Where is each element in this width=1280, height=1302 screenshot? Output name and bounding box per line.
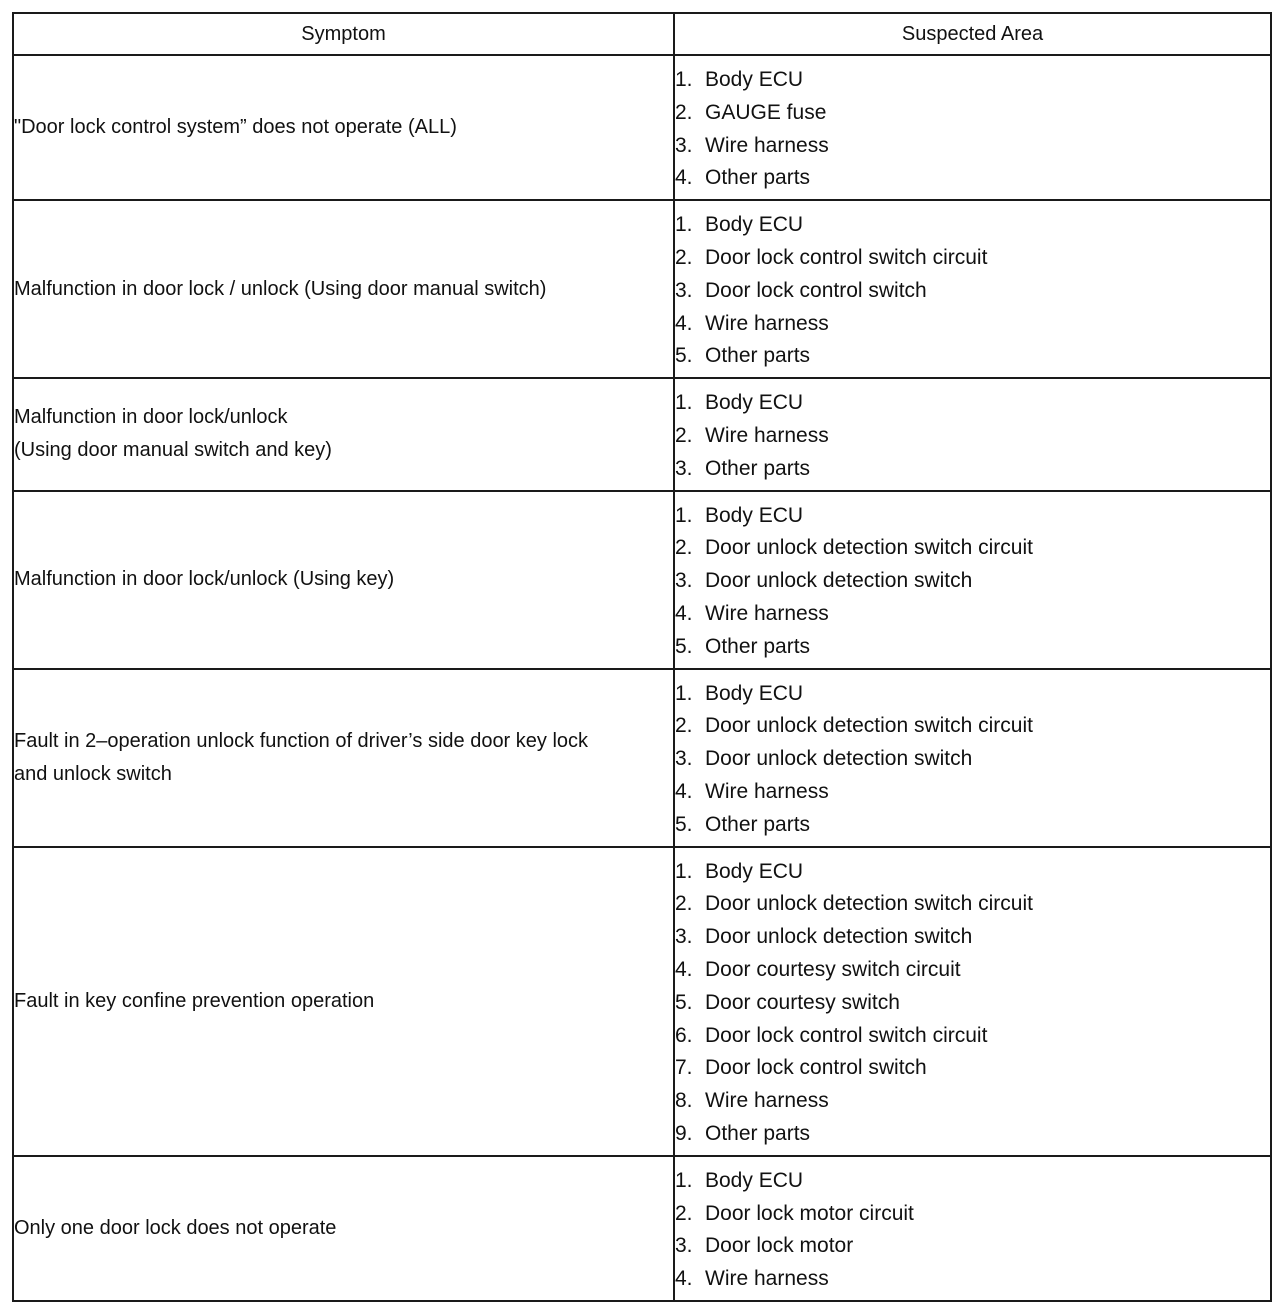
item-label: Door lock control switch	[705, 1056, 927, 1080]
suspected-area-item	[675, 921, 1270, 954]
table-row	[13, 55, 1271, 200]
suspected-area-item	[675, 130, 1270, 163]
suspected-area-item	[675, 1165, 1270, 1198]
item-label: Door unlock detection switch circuit	[705, 714, 1033, 738]
item-label: Door unlock detection switch	[705, 747, 973, 771]
suspected-area-item	[675, 1052, 1270, 1085]
item-number: 2.	[675, 423, 693, 447]
item-number: 5.	[675, 812, 693, 836]
suspected-area-item	[675, 64, 1270, 97]
suspected-area-item	[675, 954, 1270, 987]
symptom-column-header: Symptom	[13, 13, 674, 55]
suspected-area-item	[675, 631, 1270, 664]
item-label: Wire harness	[705, 423, 829, 447]
item-number: 3.	[675, 133, 693, 157]
item-label: Body ECU	[705, 859, 804, 883]
table-row	[13, 378, 1271, 490]
item-number: 1.	[675, 859, 693, 883]
symptom-text: "Door lock control system” does not operate (ALL)	[14, 116, 457, 139]
item-label: Wire harness	[705, 133, 829, 157]
symptom-cell	[13, 669, 674, 847]
suspected-area-item	[675, 242, 1270, 275]
symptom-cell	[13, 1156, 674, 1301]
item-number: 3.	[675, 278, 693, 302]
item-label: Door unlock detection switch	[705, 925, 973, 949]
table-body	[13, 55, 1271, 1301]
item-number: 2.	[675, 536, 693, 560]
item-label: Door unlock detection switch circuit	[705, 536, 1033, 560]
symptom-cell	[13, 378, 674, 490]
item-number: 9.	[675, 1121, 693, 1145]
suspected-area-cell	[674, 55, 1271, 200]
suspected-area-item	[675, 888, 1270, 921]
item-label: Body ECU	[705, 68, 804, 91]
item-label: Door lock control switch circuit	[705, 245, 988, 269]
item-number: 4.	[675, 601, 693, 625]
item-number: 7.	[675, 1056, 693, 1080]
suspected-area-cell	[674, 200, 1271, 378]
suspected-area-list	[675, 492, 1270, 668]
symptom-cell	[13, 491, 674, 669]
suspected-area-list	[675, 56, 1270, 199]
troubleshooting-table	[12, 12, 1272, 1302]
item-label: Wire harness	[705, 311, 829, 335]
item-number: 3.	[675, 569, 693, 593]
item-label: GAUGE fuse	[705, 100, 827, 124]
item-label: Body ECU	[705, 1168, 804, 1192]
suspected-area-item	[675, 565, 1270, 598]
symptom-text: Only one door lock does not operate	[14, 1216, 337, 1239]
suspected-area-column-header: Suspected Area	[674, 13, 1271, 55]
suspected-area-item	[675, 678, 1270, 711]
symptom-text-line: Malfunction in door lock/unlock	[14, 406, 288, 429]
suspected-area-item	[675, 1198, 1270, 1231]
item-number: 2.	[675, 245, 693, 269]
item-number: 3.	[675, 1234, 693, 1258]
item-number: 1.	[675, 213, 693, 237]
symptom-cell	[13, 847, 674, 1156]
suspected-area-item	[675, 1118, 1270, 1151]
item-label: Other parts	[705, 344, 811, 368]
item-number: 1.	[675, 1168, 693, 1192]
suspected-area-item	[675, 598, 1270, 631]
item-number: 3.	[675, 456, 693, 480]
suspected-area-list	[675, 670, 1270, 846]
suspected-area-list	[675, 379, 1270, 489]
suspected-area-item	[675, 987, 1270, 1020]
suspected-area-item	[675, 532, 1270, 565]
suspected-area-item	[675, 387, 1270, 420]
item-label: Other parts	[705, 456, 811, 480]
item-label: Wire harness	[705, 779, 829, 803]
item-label: Door courtesy switch	[705, 990, 900, 1014]
item-number: 3.	[675, 925, 693, 949]
suspected-area-cell	[674, 491, 1271, 669]
table-row	[13, 1156, 1271, 1301]
symptom-text: Malfunction in door lock/unlock (Using key)	[14, 568, 395, 591]
table-header-row	[13, 13, 1271, 55]
suspected-area-item	[675, 500, 1270, 533]
item-number: 2.	[675, 100, 693, 124]
item-label: Door unlock detection switch	[705, 569, 973, 593]
item-number: 4.	[675, 957, 693, 981]
item-label: Body ECU	[705, 213, 804, 237]
symptom-text-line: (Using door manual switch and key)	[14, 439, 332, 462]
item-label: Door lock control switch circuit	[705, 1023, 988, 1047]
symptom-cell	[13, 200, 674, 378]
item-label: Other parts	[705, 166, 811, 190]
item-number: 5.	[675, 990, 693, 1014]
suspected-area-cell	[674, 847, 1271, 1156]
item-number: 4.	[675, 166, 693, 190]
item-number: 1.	[675, 503, 693, 527]
suspected-area-item	[675, 809, 1270, 842]
symptom-text: Malfunction in door lock / unlock (Using door manual switch)	[14, 277, 547, 300]
suspected-area-item	[675, 1020, 1270, 1053]
item-label: Door courtesy switch circuit	[705, 957, 961, 981]
item-number: 1.	[675, 391, 693, 415]
suspected-area-cell	[674, 1156, 1271, 1301]
item-label: Door lock motor	[705, 1234, 854, 1258]
item-label: Wire harness	[705, 1267, 829, 1291]
symptom-text-line: Fault in 2–operation unlock function of driver’s side door key lock	[14, 729, 589, 752]
item-label: Body ECU	[705, 681, 804, 705]
suspected-area-item	[675, 97, 1270, 130]
suspected-area-item	[675, 776, 1270, 809]
item-number: 1.	[675, 681, 693, 705]
table-row	[13, 200, 1271, 378]
suspected-area-list	[675, 1157, 1270, 1300]
symptom-text: Fault in key confine prevention operation	[14, 989, 375, 1012]
suspected-area-item	[675, 710, 1270, 743]
suspected-area-list	[675, 848, 1270, 1155]
suspected-area-item	[675, 1085, 1270, 1118]
item-label: Other parts	[705, 1121, 811, 1145]
suspected-area-item	[675, 743, 1270, 776]
item-number: 8.	[675, 1089, 693, 1113]
item-number: 4.	[675, 1267, 693, 1291]
item-number: 2.	[675, 714, 693, 738]
suspected-area-item	[675, 453, 1270, 486]
item-label: Door lock control switch	[705, 278, 927, 302]
suspected-area-cell	[674, 378, 1271, 490]
item-number: 1.	[675, 68, 693, 91]
suspected-area-item	[675, 275, 1270, 308]
table-row	[13, 847, 1271, 1156]
item-number: 4.	[675, 311, 693, 335]
suspected-area-list	[675, 201, 1270, 377]
suspected-area-item	[675, 856, 1270, 889]
item-number: 4.	[675, 779, 693, 803]
item-number: 5.	[675, 344, 693, 368]
item-label: Body ECU	[705, 391, 804, 415]
item-label: Door lock motor circuit	[705, 1201, 914, 1225]
item-number: 2.	[675, 1201, 693, 1225]
suspected-area-item	[675, 1230, 1270, 1263]
item-label: Wire harness	[705, 601, 829, 625]
symptom-text-line: and unlock switch	[14, 762, 172, 785]
item-label: Body ECU	[705, 503, 804, 527]
item-number: 3.	[675, 747, 693, 771]
item-label: Wire harness	[705, 1089, 829, 1113]
suspected-area-item	[675, 209, 1270, 242]
suspected-area-item	[675, 308, 1270, 341]
suspected-area-cell	[674, 669, 1271, 847]
item-label: Other parts	[705, 812, 811, 836]
item-number: 2.	[675, 892, 693, 916]
symptom-cell	[13, 55, 674, 200]
suspected-area-item	[675, 162, 1270, 195]
item-label: Other parts	[705, 634, 811, 658]
table-row	[13, 669, 1271, 847]
table-row	[13, 491, 1271, 669]
item-label: Door unlock detection switch circuit	[705, 892, 1033, 916]
item-number: 5.	[675, 634, 693, 658]
suspected-area-item	[675, 420, 1270, 453]
suspected-area-item	[675, 340, 1270, 373]
item-number: 6.	[675, 1023, 693, 1047]
suspected-area-item	[675, 1263, 1270, 1296]
